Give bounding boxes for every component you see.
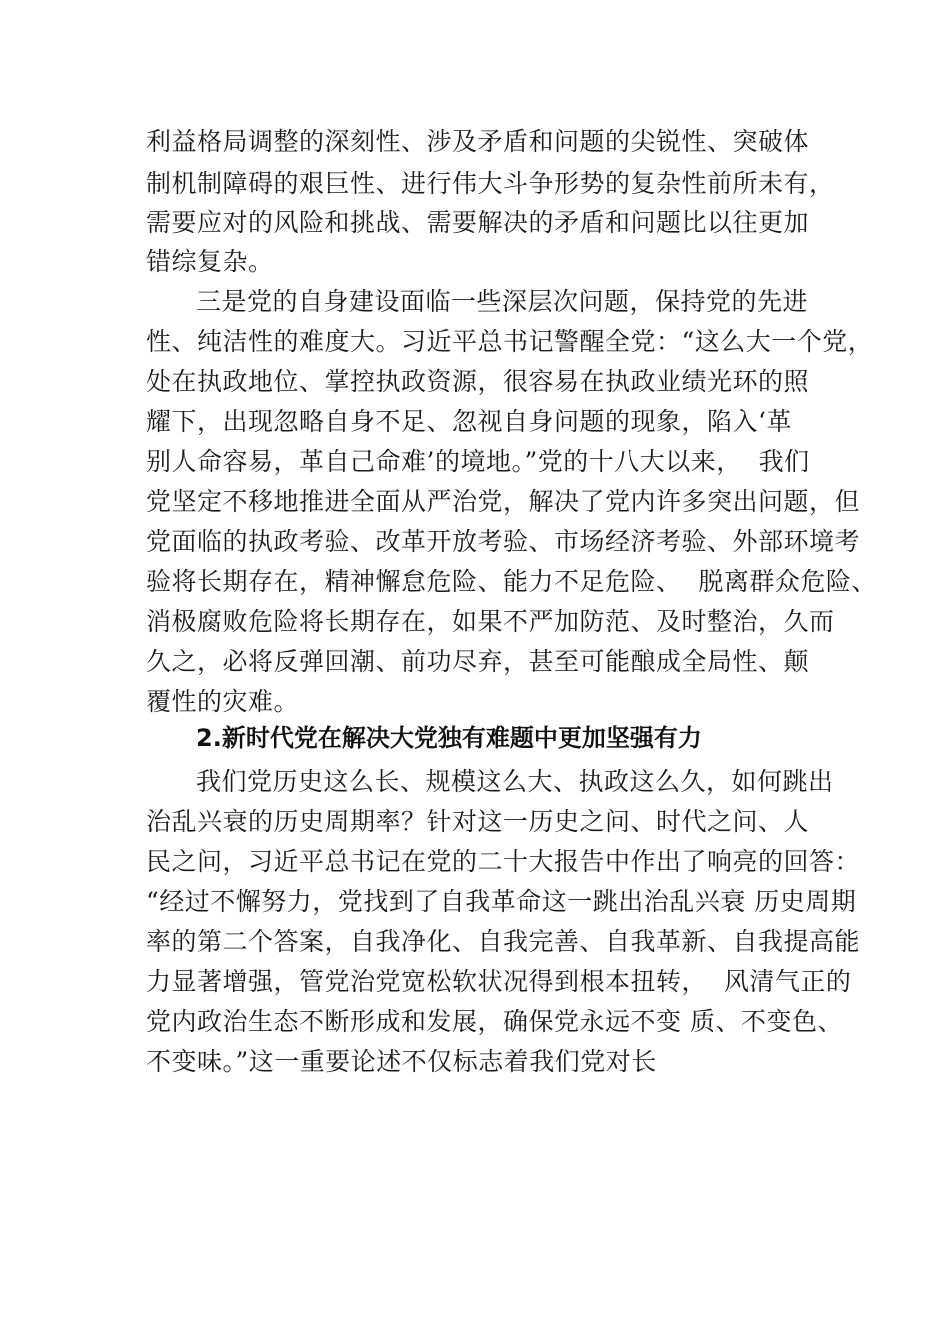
- paragraph-2-line-5: 别人命容易，革自己命难’的境地。”党的十八大以来， 我们: [146, 447, 810, 476]
- paragraph-1-line-3: 需要应对的风险和挑战、需要解决的矛盾和问题比以往更加: [146, 208, 810, 237]
- paragraph-2-line-9: 消极腐败危险将长期存在，如果不严加防范、及时整治，久而: [146, 607, 835, 636]
- paragraph-1-line-1: 利益格局调整的深刻性、涉及矛盾和问题的尖锐性、突破体: [146, 127, 810, 156]
- paragraph-2-line-3: 处在执政地位、掌控执政资源，很容易在执政业绩光环的照: [146, 367, 810, 396]
- paragraph-2-line-1: 三是党的自身建设面临一些深层次问题，保持党的先进: [196, 287, 809, 316]
- paragraph-3-line-1: 我们党历史这么长、规模这么大、执政这么久，如何跳出: [196, 767, 834, 796]
- paragraph-2-line-10: 久之，必将反弹回潮、前功尽弃，甚至可能酿成全局性、颠: [146, 647, 810, 676]
- paragraph-3-line-6: 力显著增强，管党治党宽松软状况得到根本扭转， 风清气正的: [146, 967, 852, 996]
- paragraph-1-line-2: 制机制障碍的艰巨性、进行伟大斗争形势的复杂性前所未有，: [146, 169, 835, 198]
- paragraph-2-line-2: 性、纯洁性的难度大。习近平总书记警醒全党：“这么大一个党，: [146, 327, 874, 356]
- paragraph-1-line-4: 错综复杂。: [146, 247, 274, 276]
- paragraph-2-line-4: 耀下，出现忽略自身不足、忽视自身问题的现象，陷入‘革: [146, 407, 792, 436]
- paragraph-3-line-8: 不变味。”这一重要论述不仅标志着我们党对长: [146, 1047, 657, 1076]
- paragraph-2-line-6: 党坚定不移地推进全面从严治党，解决了党内许多突出问题，但: [146, 487, 861, 516]
- paragraph-2-line-7: 党面临的执政考验、改革开放考验、市场经济考验、外部环境考: [146, 527, 861, 556]
- paragraph-2-line-11: 覆性的灾难。: [146, 687, 300, 716]
- paragraph-2-line-8: 验将长期存在，精神懈怠危险、能力不足危险、 脱离群众危险、: [146, 567, 877, 596]
- paragraph-3-line-2: 治乱兴衰的历史周期率？针对这一历史之问、时代之问、人: [146, 807, 810, 836]
- paragraph-3-line-5: 率的第二个答案，自我净化、自我完善、自我革新、自我提高能: [146, 927, 861, 956]
- paragraph-3-line-3: 民之问，习近平总书记在党的二十大报告中作出了响亮的回答：: [146, 847, 861, 876]
- paragraph-3-line-4: “经过不懈努力，党找到了自我革命这一跳出治乱兴衰 历史周期: [146, 887, 857, 916]
- section-heading: 2.新时代党在解决大党独有难题中更加坚强有力: [196, 724, 702, 752]
- paragraph-3-line-7: 党内政治生态不断形成和发展，确保党永远不变 质、不变色、: [146, 1007, 843, 1036]
